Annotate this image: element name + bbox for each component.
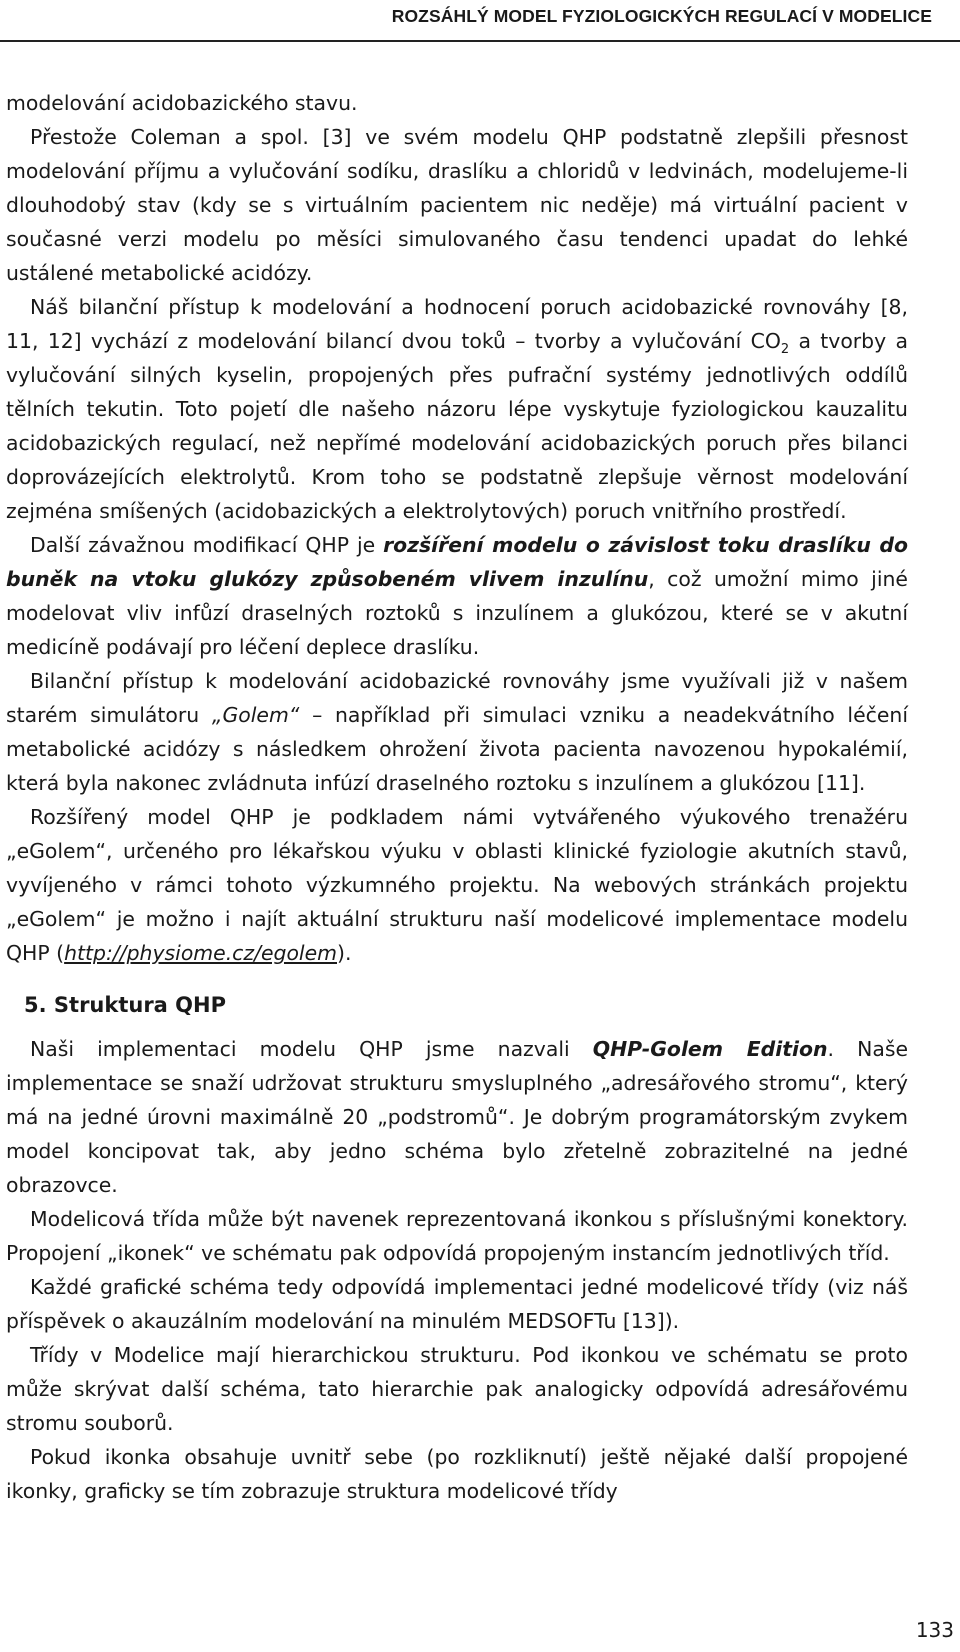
- text-run: ).: [337, 941, 352, 965]
- running-header-title: ROZSÁHLÝ MODEL FYZIOLOGICKÝCH REGULACÍ V MODELICE: [391, 6, 932, 26]
- paragraph: [6, 290, 908, 528]
- paragraph: [6, 1032, 908, 1202]
- subscript: 2: [780, 342, 790, 357]
- text-run: . Naše implementace se snaží udržovat strukturu smysluplného „adresářového stromu“, který má na jedné úrovni maximálně 20 „podstromů“. Je dobrým programátorským zvykem model koncipovat tak, aby jedno schéma bylo zřetelně zobrazitelné na jedné obrazovce.: [6, 1037, 908, 1197]
- text-run: , což umožní mimo jiné modelovat vliv infůzí draselných roztoků s inzulínem a glukózou, které se v akutní medicíně podávají pro léčení deplece draslíku.: [6, 567, 908, 659]
- egolem-link[interactable]: http://physiome.cz/egolem: [64, 941, 337, 965]
- text-run: a tvorby a vylučování silných kyselin, propojených přes pufrační systémy jednotlivých oddílů tělních tekutin. Toto pojetí dle našeho názoru lépe vyskytuje fyziologickou kauzalitu acidobazických regulací, než nepřímé modelování acidobazických poruch přes bilanci doprovázejících elektrolytů. Krom toho se podstatně zlepšuje věrnost modelování zejména smíšených (acidobazických a elektrolytových) poruch vnitřního prostředí.: [6, 329, 908, 523]
- paragraph: Modelicová třída může být navenek reprezentovaná ikonkou s příslušnými konektory. Propojení „ikonek“ ve schématu pak odpovídá propojeným instancím jednotlivých tříd.: [6, 1207, 908, 1265]
- text-run: Naši implementaci modelu QHP jsme nazvali: [30, 1037, 593, 1061]
- paragraph: [6, 528, 908, 664]
- paragraph: [6, 664, 908, 800]
- paragraph: modelování acidobazického stavu.: [6, 91, 358, 115]
- emphasis: QHP-Golem Edition: [592, 1037, 828, 1061]
- paragraph: Pokud ikonka obsahuje uvnitř sebe (po rozkliknutí) ještě nějaké další propojené ikonky, graficky se tím zobrazuje struktura modelicové třídy: [6, 1445, 908, 1503]
- article-body: [6, 86, 908, 1508]
- paragraph: Třídy v Modelice mají hierarchickou strukturu. Pod ikonkou ve schématu se proto může skrývat další schéma, tato hierarchie pak analogicky odpovídá adresářovému stromu souborů.: [6, 1343, 908, 1435]
- text-run: Rozšířený model QHP je podkladem námi vytvářeného výukového trenažéru „eGolem“, určeného pro lékařskou výuku v oblasti klinické fyziologie akutních stavů, vyvíjeného v rámci tohoto výzkumného projektu. Na webových stránkách projektu „eGolem“ je možno i najít aktuální strukturu naší modelicové implementace modelu QHP (: [6, 805, 908, 965]
- text-run: Bilanční přístup k modelování acidobazické rovnováhy jsme využívali již v našem starém simulátoru: [6, 669, 908, 727]
- paragraph: [6, 800, 908, 970]
- paragraph: Každé grafické schéma tedy odpovídá implementaci jedné modelicové třídy (viz náš příspěvek o akauzálním modelování na minulém MEDSOFTu [13]).: [6, 1275, 908, 1333]
- paragraph: Přestože Coleman a spol. [3] ve svém modelu QHP podstatně zlepšili přesnost modelování příjmu a vylučování sodíku, draslíku a chloridů v ledvinách, modelujeme-li dlouhodobý stav (kdy se s virtuálním pacientem nic neděje) má virtuální pacient v současné verzi modelu po měsíci simulovaného času tendenci upadat do lehké ustálené metabolické acidózy.: [6, 125, 908, 285]
- simulator-name: „Golem“: [211, 703, 300, 727]
- section-heading: 5. Struktura QHP: [24, 993, 226, 1017]
- text-run: – například při simulaci vzniku a neadekvátního léčení metabolické acidózy s následkem ohrožení života pacienta navozenou hypokalémií, která byla nakonec zvládnuta infúzí draselného roztoku s inzulínem a glukózou [11].: [6, 703, 908, 795]
- page-number: 133: [915, 1618, 954, 1642]
- text-run: Náš bilanční přístup k modelování a hodnocení poruch acidobazické rovnováhy [8, 11, 12] vychází z modelování bilancí dvou toků – tvorby a vylučování CO: [6, 295, 908, 353]
- text-run: Další závažnou modifikací QHP je: [30, 533, 384, 557]
- running-header: [0, 0, 960, 42]
- emphasis: rozšíření modelu o závislost toku draslíku do buněk na vtoku glukózy způsobeném vlivem inzulínu: [6, 533, 908, 591]
